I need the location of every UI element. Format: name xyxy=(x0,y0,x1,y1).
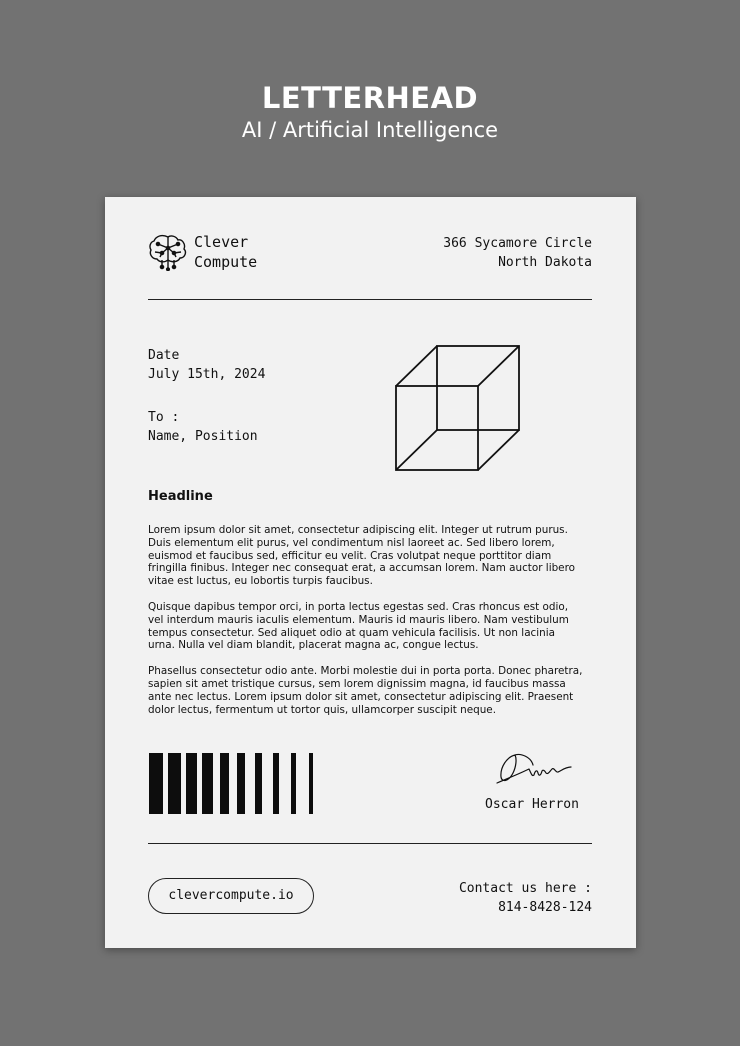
letter-body xyxy=(148,524,594,729)
body-line: Quisque dapibus tempor orci, in porta lectus egestas sed. Cras rhoncus est odio, xyxy=(148,600,569,613)
body-paragraph-3 xyxy=(148,665,594,716)
recipient-label: To : xyxy=(148,410,180,425)
body-line: ante nec lectus. Lorem ipsum dolor sit amet, consectetur adipiscing elit. Praesent xyxy=(148,690,574,703)
date-value: July 15th, 2024 xyxy=(148,367,266,382)
body-line: Duis elementum elit purus, vel condimentum nisl laoreet ac. Sed libero lorem, xyxy=(148,536,555,549)
body-line: euismod et faucibus sed, efficitur eu velit. Cras volutpat neque porttitor diam xyxy=(148,549,552,562)
body-paragraph-1 xyxy=(148,524,594,588)
contact-info xyxy=(459,879,592,917)
company-name-line-1: Clever xyxy=(194,233,249,251)
body-paragraph-2 xyxy=(148,601,594,652)
contact-label: Contact us here : xyxy=(458,881,592,896)
body-line: Lorem ipsum dolor sit amet, consectetur adipiscing elit. Integer ut rutrum purus. xyxy=(148,524,568,536)
contact-phone[interactable]: 814-8428-124 xyxy=(498,900,592,915)
body-line: tempus consectetur. Sed aliquet odio at quam vehicula facilisis. Ut non lacinia xyxy=(148,626,555,639)
circuit-brain-icon xyxy=(148,233,188,271)
header-divider xyxy=(148,299,592,300)
body-line: urna. Nulla vel diam blandit, placerat magna ac, congue lectus. xyxy=(148,639,479,652)
website-link[interactable]: clevercompute.io xyxy=(148,878,314,914)
body-line: vel interdum mauris iaculis elementum. Mauris id mauris libero. Nam vestibulum xyxy=(148,613,569,626)
company-address xyxy=(443,234,592,272)
letterhead-sheet xyxy=(105,197,636,948)
date-label: Date xyxy=(148,348,180,363)
page-subtitle: AI / Artificial Intelligence xyxy=(241,118,499,142)
letter-headline: Headline xyxy=(148,489,213,504)
signer-name: Oscar Herron xyxy=(485,797,579,812)
handwritten-signature-icon xyxy=(495,747,575,791)
body-line: Phasellus consectetur odio ante. Morbi molestie dui in porta porta. Donec pharetra, xyxy=(148,665,583,678)
barcode-icon xyxy=(149,753,317,814)
page-title: LETTERHEAD xyxy=(261,81,479,115)
company-name-line-2: Compute xyxy=(194,253,258,271)
wireframe-cube-icon xyxy=(393,344,523,474)
body-line: fringilla finibus. Integer nec consequat erat, a accumsan lorem. Nam auctor libero xyxy=(148,562,575,575)
address-line-1: 366 Sycamore Circle xyxy=(443,236,592,251)
body-line: vitae est luctus, eu lobortis turpis faucibus. xyxy=(148,575,373,588)
address-line-2: North Dakota xyxy=(498,255,592,270)
company-name xyxy=(194,232,257,272)
recipient-value: Name, Position xyxy=(148,429,258,444)
body-line: sapien sit amet tristique cursus, sem lorem dignissim magna, id faucibus massa xyxy=(148,677,566,690)
footer-divider xyxy=(148,843,592,844)
body-line: dolor lectus, fermentum ut tortor quis, ullamcorper suscipit neque. xyxy=(148,703,497,716)
